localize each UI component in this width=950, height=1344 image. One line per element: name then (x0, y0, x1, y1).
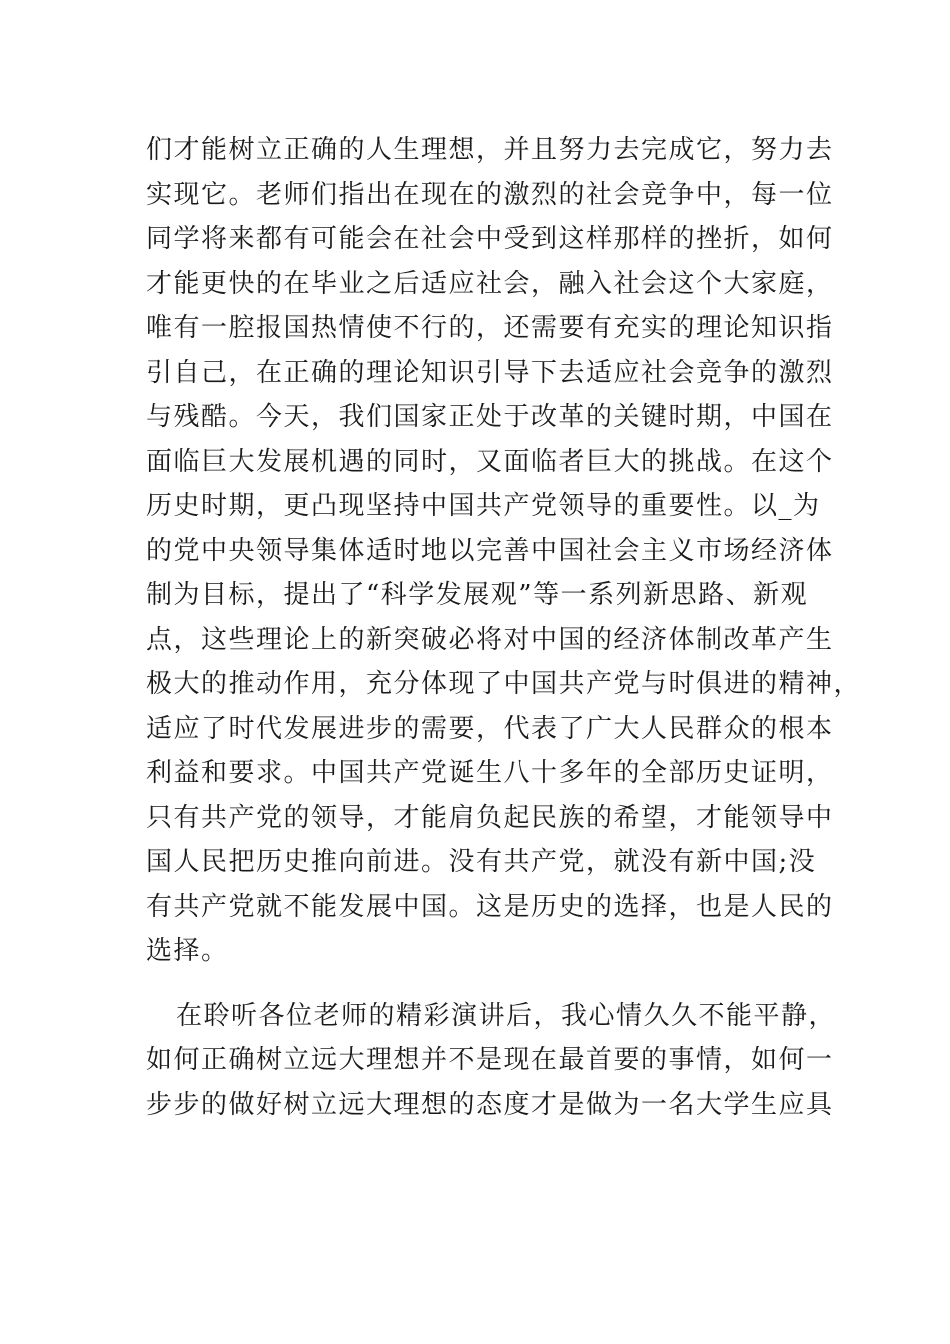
text-line: 才能更快的在毕业之后适应社会，融入社会这个大家庭， (146, 268, 834, 299)
text-line: 与残酷。今天，我们国家正处于改革的关键时期，中国在 (146, 402, 834, 432)
text-line: 唯有一腔报国热情使不行的，还需要有充实的理论知识指 (146, 313, 834, 343)
text-line: 只有共产党的领导，才能肩负起民族的希望，才能领导中 (146, 802, 834, 833)
paragraph-2 (146, 994, 837, 1128)
paragraph-spacing (146, 974, 806, 994)
text-line: 引自己，在正确的理论知识引导下去适应社会竞争的激烈 (146, 357, 834, 388)
text-line: 利益和要求。中国共产党诞生八十多年的全部历史证明， (146, 758, 834, 788)
text-line: 步步的做好树立远大理想的态度才是做为一名大学生应具 (146, 1089, 834, 1120)
document-body (146, 128, 862, 1127)
text-line: 历史时期，更凸现坚持中国共产党领导的重要性。以_为 (146, 491, 821, 521)
text-line: 选择。 (146, 936, 229, 966)
text-line: 极大的推动作用，充分体现了中国共产党与时俱进的精神， (146, 669, 862, 699)
paragraph-1 (146, 128, 862, 974)
text-line: 面临巨大发展机遇的同时，又面临者巨大的挑战。在这个 (146, 446, 834, 477)
text-line: 同学将来都有可能会在社会中受到这样那样的挫折，如何 (146, 224, 834, 254)
text-line: 如何正确树立远大理想并不是现在最首要的事情，如何一 (146, 1045, 834, 1075)
text-line: 有共产党就不能发展中国。这是历史的选择，也是人民的 (146, 891, 834, 922)
text-line: 制为目标，提出了“科学发展观”等一系列新思路、新观 (146, 580, 809, 610)
text-line: 们才能树立正确的人生理想，并且努力去完成它，努力去 (146, 135, 834, 165)
text-line: 的党中央领导集体适时地以完善中国社会主义市场经济体 (146, 535, 834, 566)
text-line: 国人民把历史推向前进。没有共产党，就没有新中国;没 (146, 847, 817, 877)
text-line: 点，这些理论上的新突破必将对中国的经济体制改革产生 (146, 624, 834, 655)
text-line: 实现它。老师们指出在现在的激烈的社会竞争中，每一位 (146, 179, 834, 210)
text-line: 适应了时代发展进步的需要，代表了广大人民群众的根本 (146, 713, 834, 744)
text-line: 在聆听各位老师的精彩演讲后，我心情久久不能平静， (176, 1000, 837, 1031)
